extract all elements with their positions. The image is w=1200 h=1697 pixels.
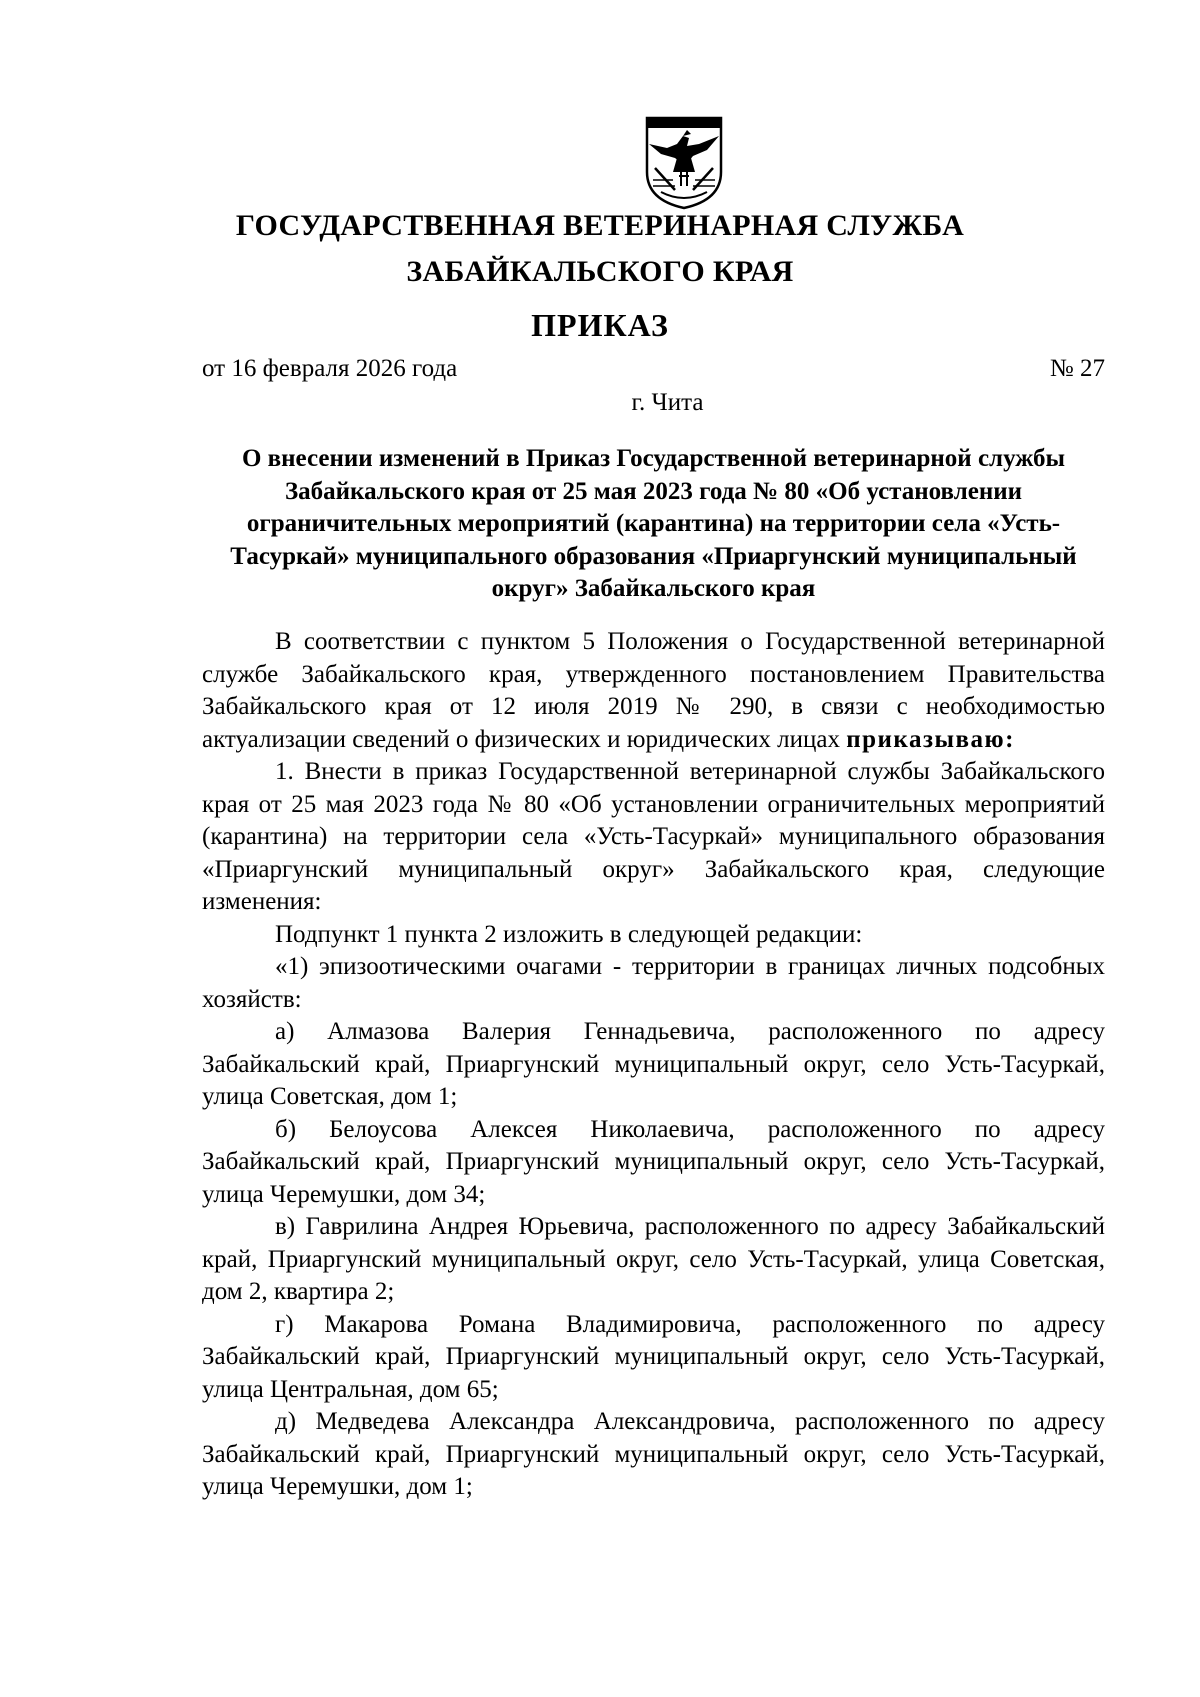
paragraph-2: Подпункт 1 пункта 2 изложить в следующей редакции: [275,920,863,948]
list-item: г) Макарова Романа Владимировича, расположенного по адресу Забайкальский край, Приаргунский муниципальный округ, село Усть-Тасуркай, улица Центральная, дом 65; [202,1310,1105,1403]
document-city: г. Чита [631,389,704,416]
list-item: д) Медведева Александра Александровича, расположенного по адресу Забайкальский край, Приаргунский муниципальный округ, село Усть-Тасуркай, улица Черемушки, дом 1; [202,1408,1105,1500]
document-type: ПРИКАЗ [531,307,669,343]
preamble-text: В соответствии с пунктом 5 Положения о Государственной ветеринарной службе Забайкальского края, утвержденного постановлением Правительства Забайкальского края от 12 июля 2019 № 290, в связи с необходимостью актуализации сведений о физических и юридических лицах [202,628,1105,753]
paragraph-1: 1. Внести в приказ Государственной ветеринарной службы Забайкальского края от 25 мая 2023 года № 80 «Об установлении ограничительных мероприятий (карантина) на территории села «Усть-Тасуркай» муниципального образования «Приаргунский муниципальный округ» Забайкальского края, следующие изменения: [202,758,1105,915]
document-subject: О внесении изменений в Приказ Государственной ветеринарной службы Забайкальского края от 25 мая 2023 года № 80 «Об установлении ограничительных мероприятий (карантина) на территории села «Усть-Тасуркай» муниципального образования «Приаргунский муниципальный округ» Забайкальского края [230,445,1077,602]
preamble-order-word: приказываю: [846,725,1015,753]
list-item: в) Гаврилина Андрея Юрьевича, расположенного по адресу Забайкальский край, Приаргунский муниципальный округ, село Усть-Тасуркай, улица Советская, дом 2, квартира 2; [202,1213,1105,1305]
list-item: а) Алмазова Валерия Геннадьевича, расположенного по адресу Забайкальский край, Приаргунский муниципальный округ, село Усть-Тасуркай, улица Советская, дом 1; [202,1018,1105,1110]
document-number: № 27 [1049,355,1105,382]
document-date: от 16 февраля 2026 года [202,355,458,382]
org-line-1: ГОСУДАРСТВЕННАЯ ВЕТЕРИНАРНАЯ СЛУЖБА [235,209,965,242]
list-item: б) Белоусова Алексея Николаевича, расположенного по адресу Забайкальский край, Приаргунский муниципальный округ, село Усть-Тасуркай, улица Черемушки, дом 34; [202,1115,1105,1208]
organization-name [200,203,1000,295]
preamble-paragraph [202,626,1105,756]
zabaykalsky-krai-coat-of-arms-icon [643,114,725,210]
paragraph-3: «1) эпизоотическими очагами - территории в границах личных подсобных хозяйств: [202,953,1105,1013]
org-line-2: ЗАБАЙКАЛЬСКОГО КРАЯ [406,255,794,288]
document-body [202,626,1105,1504]
